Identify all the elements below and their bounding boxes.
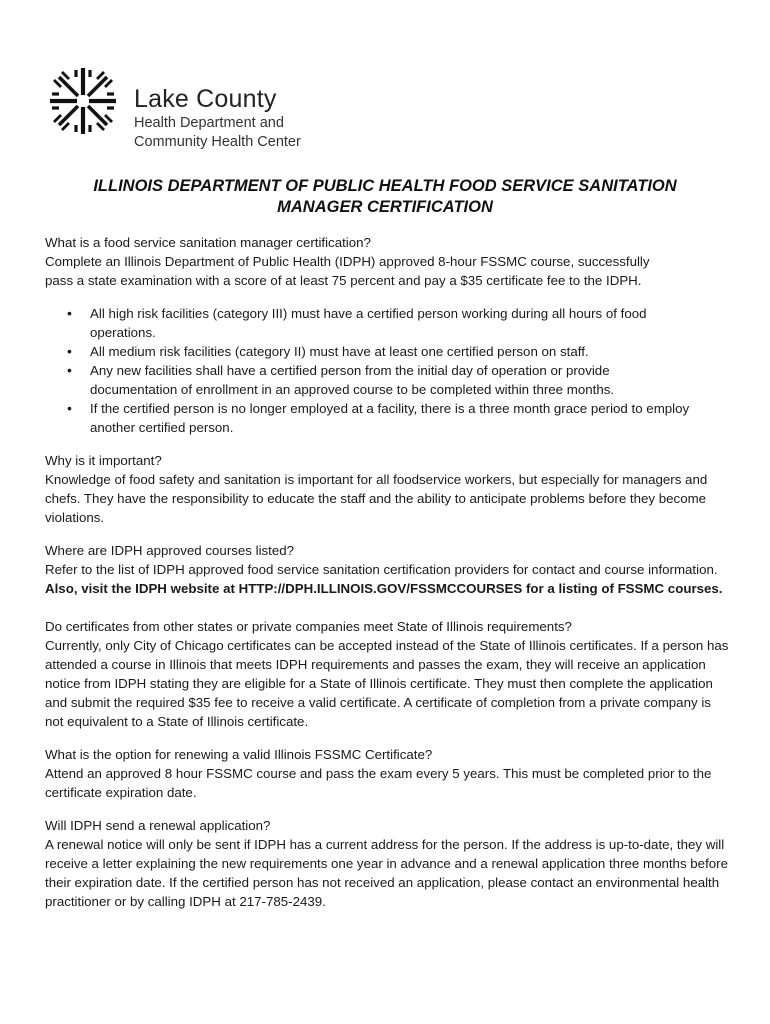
intro-answer-line-1: Complete an Illinois Department of Public Health (IDPH) approved 8-hour FSSMC course, successfully [45,254,650,269]
intro-question: What is a food service sanitation manager certification? [45,235,371,250]
organization-subtitle-2: Community Health Center [134,134,301,150]
renewal-application-answer: A renewal notice will only be sent if IDPH has a current address for the person. If the address is up-to-date, they will receive a letter explaining the new requirements one year in advance and a renewal application three months before their expiration date. If the certified person has not received an application, please contact an environmental health practitioner or by calling IDPH at 217-785-2439. [45,837,728,909]
importance-question: Why is it important? [45,453,162,468]
organization-name: Lake County [134,85,277,113]
courses-question: Where are IDPH approved courses listed? [45,543,295,558]
organization-subtitle-1: Health Department and [134,115,284,131]
courses-website-note: Also, visit the IDPH website at HTTP://DPH.ILLINOIS.GOV/FSSMCCOURSES for a listing of FSSMC courses. [45,581,723,596]
lake-county-logo-icon [48,66,118,136]
list-item: • If the certified person is no longer employed at a facility, there is a three month grace period to employ another certified person. [90,399,730,437]
renewal-application-question: Will IDPH send a renewal application? [45,818,271,833]
renewing-answer: Attend an approved 8 hour FSSMC course and pass the exam every 5 years. This must be completed prior to the certificate expiration date. [45,766,712,800]
requirements-list [45,304,730,437]
organization-block [134,84,301,152]
document-body [45,233,730,911]
list-item: • Any new facilities shall have a certified person from the initial day of operation or provide documentation of enrollment in an approved course to be completed within three months. [90,361,730,399]
renewing-question: What is the option for renewing a valid Illinois FSSMC Certificate? [45,747,433,762]
document-title-line-2: MANAGER CERTIFICATION [277,198,493,216]
list-item: • All high risk facilities (category III) must have a certified person working during all hours of food operations. [90,304,730,342]
document-title-line-1: ILLINOIS DEPARTMENT OF PUBLIC HEALTH FOOD SERVICE SANITATION [93,177,677,195]
other-states-question: Do certificates from other states or private companies meet State of Illinois requirements? [45,619,572,634]
intro-answer-line-2: pass a state examination with a score of at least 75 percent and pay a $35 certificate fee to the IDPH. [45,273,642,288]
courses-answer [45,560,730,598]
other-states-answer: Currently, only City of Chicago certificates can be accepted instead of the State of Illinois certificates. If a person has attended a course in Illinois that meets IDPH requirements and passes the exam, they will receive an application notice from IDPH stating they are eligible for a State of Illinois certificate. They must then complete the application and submit the required $35 fee to receive a valid certificate. A certificate of completion from a private company is not equivalent to a State of Illinois certificate. [45,638,729,729]
courses-answer-text: Refer to the list of IDPH approved food service sanitation certification providers for contact and course information. [45,562,718,577]
document-title [40,176,730,218]
list-item: • All medium risk facilities (category II) must have at least one certified person on staff. [90,342,730,361]
importance-answer: Knowledge of food safety and sanitation is important for all foodservice workers, but especially for managers and chefs. They have the responsibility to educate the staff and the ability to anticipate problems before they become violations. [45,472,708,525]
